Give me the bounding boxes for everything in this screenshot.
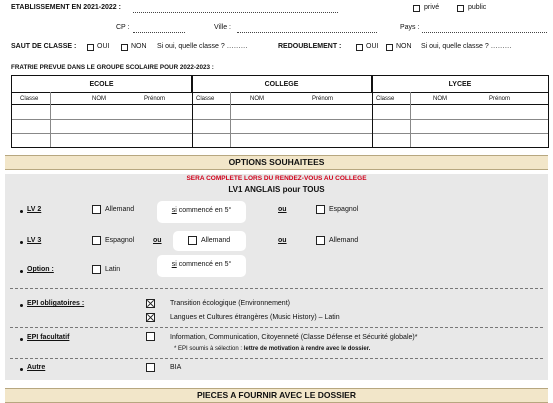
lv3-allemand-label: Allemand (201, 237, 231, 244)
prive-checkbox[interactable] (413, 5, 420, 12)
lv2-label: LV 2 (27, 206, 42, 213)
redoublement-label: REDOUBLEMENT : (278, 43, 342, 50)
bullet-icon (20, 368, 23, 371)
lv3-espagnol-label: Espagnol (105, 237, 135, 244)
lv2-allemand-label: Allemand (105, 206, 135, 213)
bia-checkbox[interactable] (146, 363, 155, 372)
epi-fac-label: EPI facultatif (27, 334, 70, 341)
bullet-icon (20, 241, 23, 244)
saut-si-oui: Si oui, quelle classe ? ……… (157, 43, 248, 50)
commence-text: commencé en 5° (176, 261, 232, 268)
etab-label: ETABLISSEMENT EN 2021-2022 : (11, 4, 121, 11)
saut-label: SAUT DE CLASSE : (11, 43, 77, 50)
lv3-allemand2-checkbox[interactable] (316, 236, 325, 245)
lv2-espagnol-checkbox[interactable] (316, 205, 325, 214)
public-label: public (468, 4, 487, 11)
cp-label: CP : (116, 24, 130, 31)
fratrie-title: FRATRIE PREVUE DANS LE GROUPE SCOLAIRE POUR 2022-2023 : (11, 64, 214, 71)
col-prenom: Prénom (312, 96, 334, 102)
lv3-ou-2: ou (278, 237, 287, 244)
col-classe: Classe (376, 96, 395, 102)
si-prefix: si (171, 207, 177, 214)
lv3-allemand-checkbox[interactable] (188, 236, 197, 245)
options-bar: OPTIONS SOUHAITEES (5, 155, 548, 170)
header-lycee: LYCEE (448, 81, 472, 88)
latin-label: Latin (105, 266, 121, 273)
epi-note (174, 346, 370, 352)
bia-label: BIA (170, 364, 182, 371)
pieces-bar: PIECES A FOURNIR AVEC LE DOSSIER (5, 388, 548, 403)
epi-oblig-2-checkbox[interactable] (146, 313, 155, 322)
col-nom: NOM (433, 96, 447, 102)
ville-field[interactable] (237, 32, 377, 33)
saut-oui-checkbox[interactable] (87, 44, 94, 51)
bullet-icon (20, 304, 23, 307)
ville-label: Ville : (214, 24, 231, 31)
col-classe: Classe (20, 96, 39, 102)
redoub-oui-label: OUI (366, 43, 379, 50)
col-prenom: Prénom (489, 96, 511, 102)
saut-non-checkbox[interactable] (121, 44, 128, 51)
lv2-ou: ou (278, 206, 287, 213)
divider (10, 327, 543, 328)
epi-fac-checkbox[interactable] (146, 332, 155, 341)
saut-oui-label: OUI (97, 43, 110, 50)
divider (10, 358, 543, 359)
lv3-allemand2-label: Allemand (329, 237, 359, 244)
divider (10, 288, 543, 289)
bullet-icon (20, 270, 23, 273)
cp-field[interactable] (133, 32, 185, 33)
epi-fac-text: Information, Communication, Citoyenneté (Classe Défense et Sécurité globale)* (170, 334, 418, 341)
epi-note-bold: lettre de motivation à rendre avec le dossier. (243, 346, 371, 352)
redoub-si-oui: Si oui, quelle classe ? ……… (421, 43, 512, 50)
epi-note-prefix: * EPI soumis à sélection : (174, 346, 244, 352)
epi-oblig-1-text: Transition écologique (Environnement) (170, 300, 290, 307)
prive-label: privé (424, 4, 440, 11)
lv3-label: LV 3 (27, 237, 42, 244)
header-ecole: ECOLE (12, 76, 192, 92)
public-checkbox[interactable] (457, 5, 464, 12)
option-label: Option : (27, 266, 54, 273)
lv1-title: LV1 ANGLAIS pour TOUS (228, 185, 325, 194)
col-nom: NOM (92, 96, 106, 102)
redoub-non-label: NON (396, 43, 412, 50)
lv2-condition-bubble (157, 201, 246, 223)
bullet-icon (20, 338, 23, 341)
lv2-allemand-checkbox[interactable] (92, 205, 101, 214)
saut-non-label: NON (131, 43, 147, 50)
lv3-espagnol-checkbox[interactable] (92, 236, 101, 245)
etab-field[interactable] (133, 12, 338, 13)
si-prefix: si (171, 261, 177, 268)
bullet-icon (20, 210, 23, 213)
fratrie-table (11, 75, 549, 148)
col-nom: NOM (250, 96, 264, 102)
col-classe: Classe (196, 96, 215, 102)
epi-oblig-label: EPI obligatoires : (27, 300, 85, 307)
latin-condition-bubble (157, 255, 246, 277)
commence-text: commencé en 5° (176, 207, 232, 214)
epi-oblig-2-text: Langues et Cultures étrangères (Music History) – Latin (170, 314, 340, 321)
latin-checkbox[interactable] (92, 265, 101, 274)
header-college: COLLEGE (192, 76, 372, 92)
lv2-espagnol-label: Espagnol (329, 206, 359, 213)
autre-label: Autre (27, 364, 46, 371)
redoub-oui-checkbox[interactable] (356, 44, 363, 51)
redoub-non-checkbox[interactable] (386, 44, 393, 51)
pays-field[interactable] (422, 32, 547, 33)
epi-oblig-1-checkbox[interactable] (146, 299, 155, 308)
options-notice: SERA COMPLETE LORS DU RENDEZ-VOUS AU COLLEGE (186, 175, 367, 182)
lv3-ou-1: ou (153, 237, 162, 244)
col-prenom: Prénom (144, 96, 166, 102)
pays-label: Pays : (400, 24, 420, 31)
